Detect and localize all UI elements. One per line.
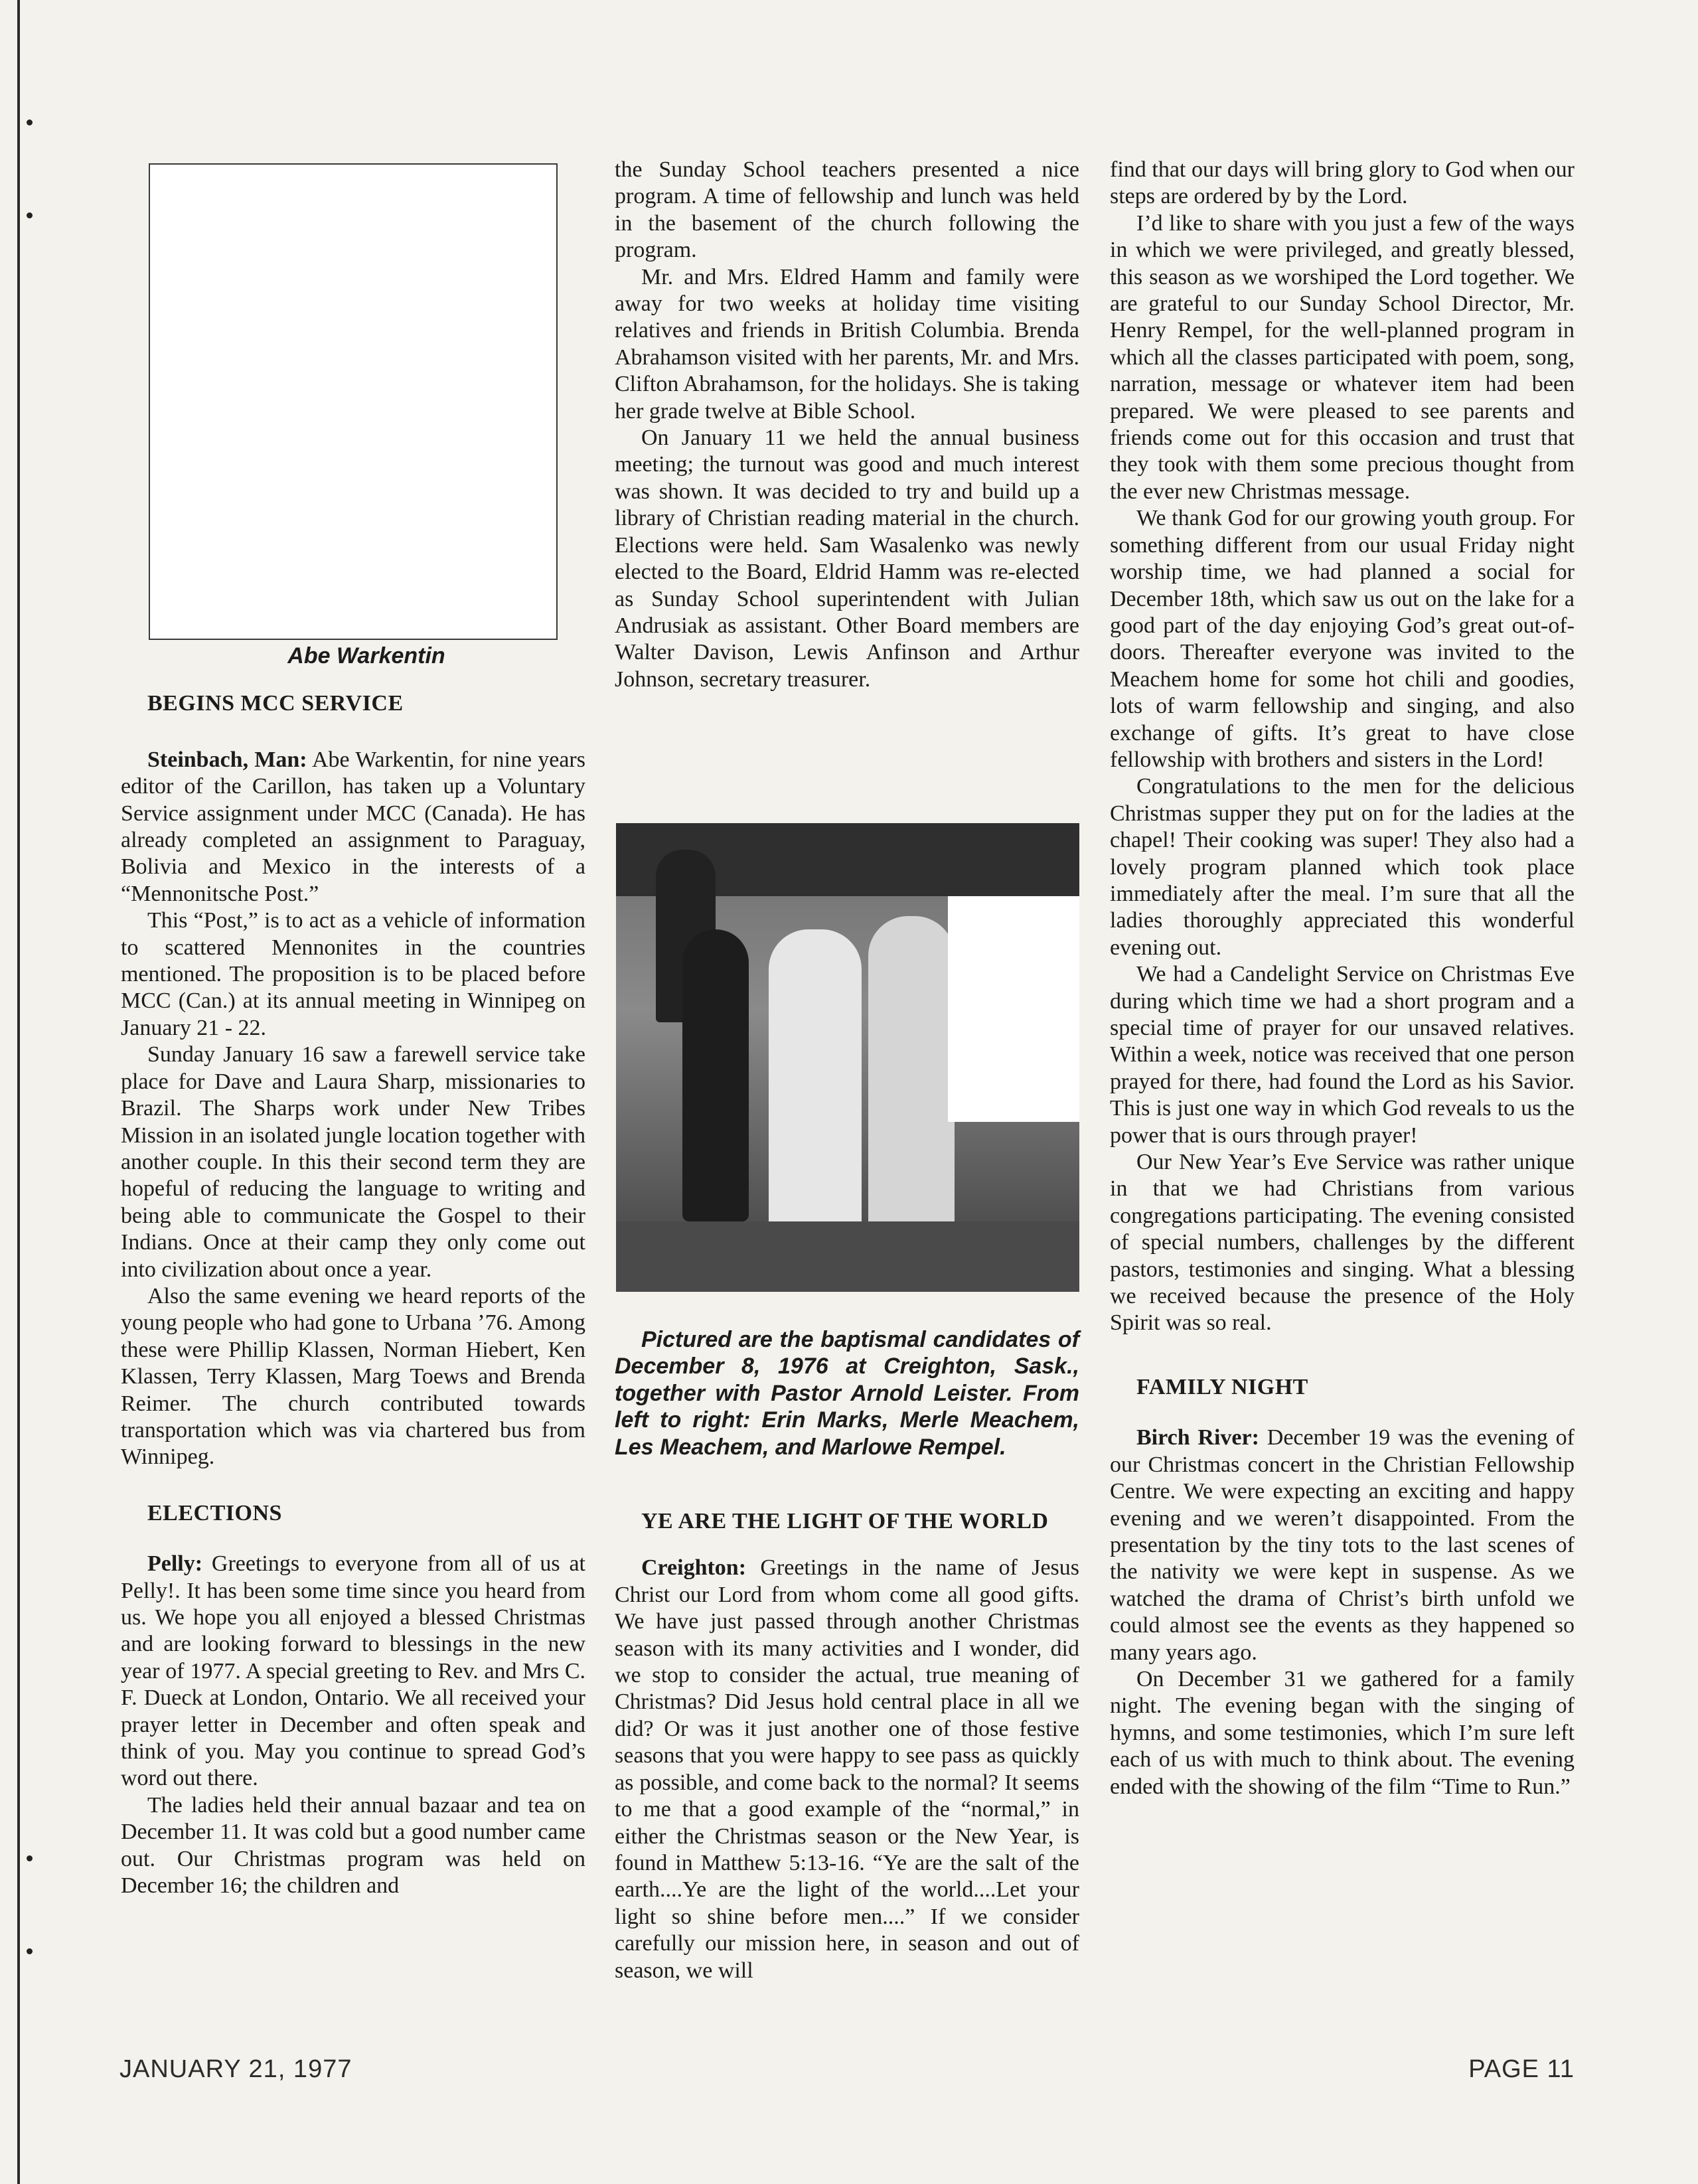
print-speck <box>27 212 33 218</box>
footer-page-number: PAGE 11 <box>1468 2055 1575 2083</box>
portrait-caption: Abe Warkentin <box>287 643 445 668</box>
heading-elections: ELECTIONS <box>147 1500 282 1525</box>
print-speck <box>27 1948 33 1954</box>
article-paragraph: I’d like to share with you just a few of the ways in which we were privileged, and greatly blessed, this season as we worshiped the Lord together. We are grateful to our Sunday School Director, Mr. Henry Rempel, for the well-planned program in which all the classes participated with poem, song, narration, message or whatever item had been prepared. We were pleased to see parents and friends come out for this occasion and trust that they took with them some precious thought from the ever new Christmas message. <box>1110 210 1575 504</box>
candidate-figure <box>682 929 749 1221</box>
article-paragraph: Birch River: December 19 was the evening of our Christmas concert in the Christian Fellowship Centre. We were expecting an exciting and happy evening and we weren’t disappointed. From the presentation by the tiny tots to the last scenes of the nativity we were kept in suspense. As we watched the drama of Christ’s birth unfold we could almost see the events as they happened so many years ago. <box>1110 1425 1575 1665</box>
dateline: Pelly: <box>147 1551 203 1577</box>
column-3 <box>1110 157 1575 1800</box>
dateline: Steinbach, Man: <box>147 747 307 772</box>
portrait-photo-redacted <box>149 163 558 640</box>
article-paragraph: The ladies held their annual bazaar and tea on December 11. It was cold but a good number came out. Our Christmas program was held on December 16; the children and <box>121 1792 585 1899</box>
article-paragraph: find that our days will bring glory to God when our steps are ordered by by the Lord. <box>1110 157 1575 209</box>
print-speck <box>27 1855 33 1861</box>
redacted-face-area <box>948 896 1079 1122</box>
article-paragraph: On December 31 we gathered for a family night. The evening began with the singing of hymns, and some testimonies, which I’m sure left each of us with much to think about. The evening ended with the showing of the film “Time to Run.” <box>1110 1666 1575 1799</box>
dateline: Birch River: <box>1136 1425 1259 1450</box>
article-paragraph: Steinbach, Man: Abe Warkentin, for nine years editor of the Carillon, has taken up a Voluntary Service assignment under MCC (Canada). He has already completed an assignment to Paraguay, Bolivia and Mexico in the interests of a “Mennonitsche Post.” <box>121 747 585 906</box>
article-paragraph: Sunday January 16 saw a farewell service take place for Dave and Laura Sharp, missionaries to Brazil. The Sharps work under New Tribes Mission in an isolated jungle location together with another couple. In this their second term they are hopeful of reducing the language to writing and being able to communicate the Gospel to their Indians. Once at their camp they only come out into civilization about once a year. <box>121 1042 585 1282</box>
dateline: Creighton: <box>641 1555 747 1581</box>
article-paragraph: This “Post,” is to act as a vehicle of information to scattered Mennonites in the countries mentioned. The proposition is to be placed before MCC (Can.) at its annual meeting in Winnipeg on January 21 - 22. <box>121 908 585 1040</box>
article-paragraph: Mr. and Mrs. Eldred Hamm and family were away for two weeks at holiday time visiting relatives and friends in British Columbia. Brenda Abrahamson visited with her parents, Mr. and Mrs. Clifton Abrahamson, for the holidays. She is taking her grade twelve at Bible School. <box>615 264 1079 424</box>
article-paragraph: Also the same evening we heard reports of the young people who had gone to Urbana ’76. Among these were Phillip Klassen, Norman Hiebert, Ken Klassen, Terry Klassen, Marg Toews and Brenda Reimer. The church contributed towards transportation which was via chartered bus from Winnipeg. <box>121 1283 585 1470</box>
article-paragraph: We thank God for our growing youth group. For something different from our usual Friday night worship time, we had planned a social for December 18th, which saw us out on the lake for a good part of the day enjoying God’s great out-of-doors. Thereafter everyone was invited to the Meachem home for some hot chili and goodies, lots of warm fellowship and singing, and also exchange of gifts. It’s great to have close fellowship with brothers and sisters in the Lord! <box>1110 506 1575 772</box>
photo-floor <box>616 1221 1079 1292</box>
candidate-figure <box>868 916 955 1261</box>
print-speck <box>27 119 33 125</box>
footer-date: JANUARY 21, 1977 <box>119 2055 352 2083</box>
baptism-group-photo <box>616 823 1079 1292</box>
group-photo-caption: Pictured are the baptismal candidates of December 8, 1976 at Creighton, Sask., together with Pastor Arnold Leister. From left to right: Erin Marks, Merle Meachem, Les Meachem, and Marlowe Rempel. <box>615 1327 1079 1460</box>
page-edge-line <box>17 0 20 2184</box>
column-2-lower <box>615 1326 1079 1984</box>
heading-begins-mcc-service: BEGINS MCC SERVICE <box>147 691 404 716</box>
article-paragraph: We had a Candelight Service on Christmas Eve during which time we had a short program and a special time of prayer for our unsaved relatives. Within a week, notice was received that one person prayed for there, had found the Lord as his Savior. This is just one way in which God reveals to us the power that is ours through prayer! <box>1110 962 1575 1148</box>
article-paragraph: Pelly: Greetings to everyone from all of us at Pelly!. It has been some time since you heard from us. We hope you all enjoyed a blessed Christmas and are looking forward to blessings in the new year of 1977. A special greeting to Rev. and Mrs C. F. Dueck at London, Ontario. We all received your prayer letter in December and often speak and think of you. May you continue to spread God’s word out there. <box>121 1551 585 1791</box>
article-paragraph: Our New Year’s Eve Service was rather unique in that we had Christians from various congregations participating. The evening consisted of special numbers, challenges by the different pastors, testimonies and singing. What a blessing we received because the presence of the Holy Spirit was so real. <box>1110 1150 1575 1336</box>
article-paragraph: Creighton: Greetings in the name of Jesus Christ our Lord from whom come all good gifts. We have just passed through another Christmas season with its many activities and I wonder, did we stop to consider the actual, true meaning of Christmas? Did Jesus hold central place in all we did? Or was it just another one of those festive seasons that you were happy to see pass as quickly as possible, and come back to the normal? It seems to me that a good example of the “normal,” in either the Christmas season or the New Year, is found in Matthew 5:13-16. “Ye are the salt of the earth....Ye are the light of the world....Let your light so shine before men....” If we consider carefully our mission here, in season and out of season, we will <box>615 1555 1079 1983</box>
column-1 <box>121 643 585 1899</box>
article-paragraph: On January 11 we held the annual business meeting; the turnout was good and much interest was shown. It was decided to try and build up a library of Christian reading material in the church. Elections were held. Sam Wasalenko was newly elected to the Board, Eldrid Hamm was re-elected as Sunday School superintendent with Julian Andrusiak as assistant. Other Board members are Walter Davison, Lewis Anfinson and Arthur Johnson, secretary treasurer. <box>615 426 1079 692</box>
column-2 <box>615 157 1079 693</box>
heading-light-of-the-world: YE ARE THE LIGHT OF THE WORLD <box>641 1509 1049 1534</box>
heading-family-night: FAMILY NIGHT <box>1136 1374 1308 1399</box>
candidate-figure <box>769 929 862 1261</box>
article-paragraph: Congratulations to the men for the delicious Christmas supper they put on for the ladies at the chapel! Their cooking was super! They also had a lovely program planned which took place immediately after the meal. I’m sure that all the ladies thoroughly appreciated this wonderful evening out. <box>1110 774 1575 960</box>
article-paragraph: the Sunday School teachers presented a nice program. A time of fellowship and lunch was held in the basement of the church following the program. <box>615 157 1079 263</box>
